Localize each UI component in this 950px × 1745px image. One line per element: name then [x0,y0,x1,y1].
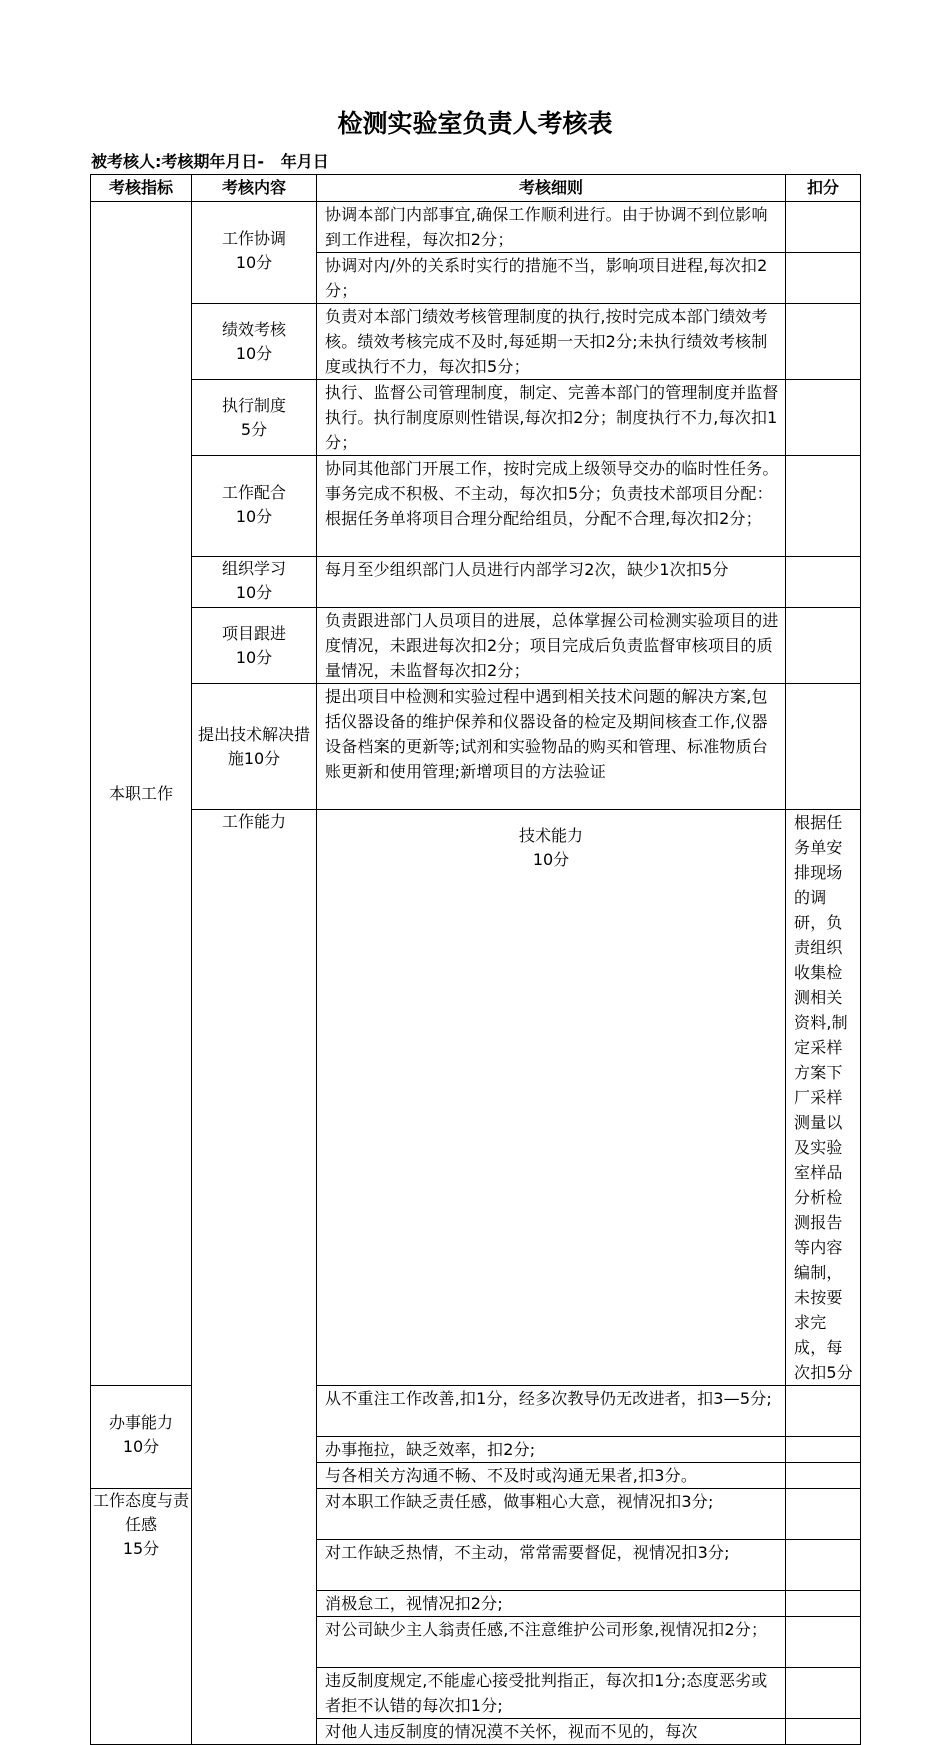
deduction-cell[interactable] [786,1489,861,1540]
item-performance: 绩效考核 10分 [192,304,317,380]
item-learning: 组织学习 10分 [192,557,317,608]
table-row [91,456,861,557]
item-attitude: 工作态度与责任感 15分 [91,1489,192,1745]
rule-text: 消极怠工，视情况扣2分; [317,1591,786,1617]
rule-text: 对公司缺少主人翁责任感,不注意维护公司形象,视情况扣2分； [317,1617,786,1668]
deduction-cell[interactable] [786,1591,861,1617]
deduction-cell[interactable] [786,1540,861,1591]
table-row [91,608,861,684]
table-row [91,304,861,380]
deduction-cell[interactable] [786,380,861,456]
rule-text: 对工作缺乏热情，不主动，常常需要督促，视情况扣3分; [317,1540,786,1591]
deduction-cell[interactable] [786,608,861,684]
deduction-cell[interactable] [786,684,861,810]
header-rules: 考核细则 [317,175,786,202]
rule-text: 协同其他部门开展工作，按时完成上级领导交办的临时性任务。事务完成不积极、不主动，每次扣5分；负责技术部项目分配：根据任务单将项目合理分配给组员，分配不合理,每次扣2分； [317,456,786,557]
item-solution: 提出技术解决措施10分 [192,684,317,810]
rule-text: 执行、监督公司管理制度，制定、完善本部门的管理制度并监督执行。执行制度原则性错误,每次扣2分；制度执行不力,每次扣1分； [317,380,786,456]
rule-text: 提出项目中检测和实验过程中遇到相关技术问题的解决方案,包括仪器设备的维护保养和仪器设备的检定及期间核查工作,仪器设备档案的更新等;试剂和实验物品的购买和管理、标准物质台账更新和使用管理;新增项目的方法验证 [317,684,786,810]
rule-text: 办事拖拉，缺乏效率，扣2分; [317,1437,786,1463]
table-row [91,380,861,456]
table-header-row [91,175,861,202]
item-system: 执行制度 5分 [192,380,317,456]
rule-text: 根据任务单安排现场的调研，负责组织收集检测相关资料,制定采样方案下厂采样测量以及实验室样品分析检测报告等内容编制，未按要求完成，每次扣5分 [786,810,861,1386]
deduction-cell[interactable] [786,304,861,380]
document-title: 检测实验室负责人考核表 [337,109,613,138]
deduction-cell[interactable] [786,253,861,304]
rule-text: 对本职工作缺乏责任感，做事粗心大意，视情况扣3分; [317,1489,786,1540]
item-technical: 技术能力 10分 [317,810,786,1386]
rule-text: 负责对本部门绩效考核管理制度的执行,按时完成本部门绩效考核。绩效考核完成不及时,每延期一天扣2分;未执行绩效考核制度或执行不力，每次扣5分； [317,304,786,380]
section-job: 本职工作 [91,202,192,1386]
deduction-cell[interactable] [786,1617,861,1668]
rule-text: 协调本部门内部事宜,确保工作顺利进行。由于协调不到位影响到工作进程，每次扣2分； [317,202,786,253]
assessment-table [90,174,861,1745]
deduction-cell[interactable] [786,1386,861,1437]
item-coordination: 工作协调 10分 [192,202,317,304]
section-ability: 工作能力 [192,810,317,1745]
rule-text: 从不重注工作改善,扣1分，经多次教导仍无改进者，扣3—5分; [317,1386,786,1437]
rule-text: 每月至少组织部门人员进行内部学习2次，缺少1次扣5分 [317,557,786,608]
table-row [91,202,861,253]
rule-text: 对他人违反制度的情况漠不关怀，视而不见的，每次 [317,1719,786,1745]
rule-text: 违反制度规定,不能虚心接受批判指正，每次扣1分;态度恶劣或者拒不认错的每次扣1分; [317,1668,786,1719]
header-indicator: 考核指标 [91,175,192,202]
item-handling: 办事能力 10分 [91,1386,192,1489]
rule-text: 协调对内/外的关系时实行的措施不当，影响项目进程,每次扣2分； [317,253,786,304]
assessee-period-line: 被考核人:考核期年月日- 年月日 [91,152,329,171]
deduction-cell[interactable] [786,202,861,253]
deduction-cell[interactable] [786,1463,861,1489]
deduction-cell[interactable] [786,1437,861,1463]
rule-text: 与各相关方沟通不畅、不及时或沟通无果者,扣3分。 [317,1463,786,1489]
table-row [91,810,861,1386]
rule-text: 负责跟进部门人员项目的进展，总体掌握公司检测实验项目的进度情况，未跟进每次扣2分；项目完成后负责监督审核项目的质量情况，未监督每次扣2分； [317,608,786,684]
deduction-cell[interactable] [786,1719,861,1745]
deduction-cell[interactable] [786,1668,861,1719]
deduction-cell[interactable] [786,456,861,557]
table-row [91,684,861,810]
item-cooperation: 工作配合 10分 [192,456,317,557]
header-content: 考核内容 [192,175,317,202]
item-project: 项目跟进 10分 [192,608,317,684]
deduction-cell[interactable] [786,557,861,608]
header-deduction: 扣分 [786,175,861,202]
table-row [91,557,861,608]
